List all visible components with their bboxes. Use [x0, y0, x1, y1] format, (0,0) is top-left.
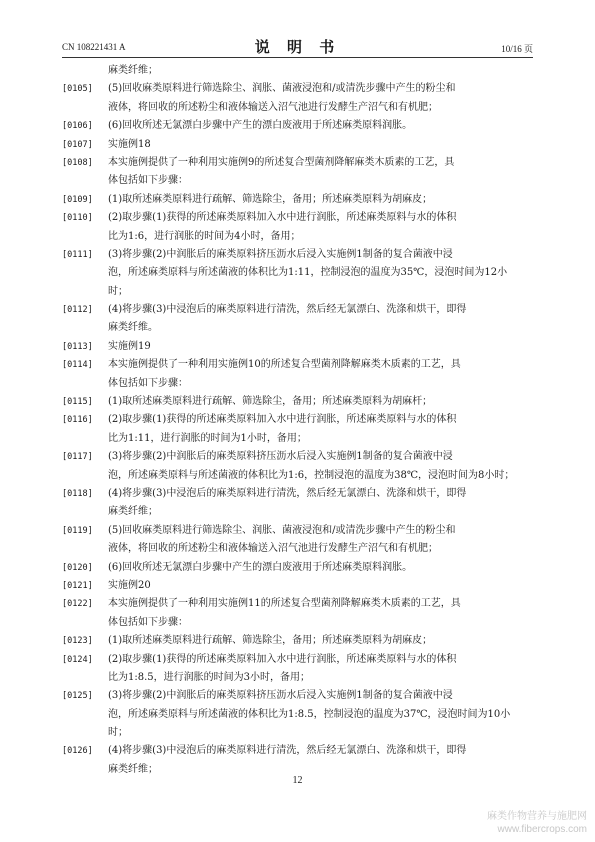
text-line [62, 724, 533, 742]
line-text: 本实施例提供了一种利用实施例10的所述复合型菌剂降解麻类木质素的工艺，具 [108, 359, 461, 371]
line-text: 泡，所述麻类原料与所述菌液的体积比为1:11，控制浸泡的温度为35℃，浸泡时间为12小 [108, 267, 508, 279]
watermark [487, 810, 587, 836]
line-text: 麻类纤维； [108, 763, 158, 775]
text-line [62, 411, 533, 429]
text-line [62, 706, 533, 724]
text-line [62, 448, 533, 466]
line-text: (5)回收麻类原料进行筛选除尘、润胀、菌液浸泡和/或清洗步骤中产生的粉尘和 [108, 83, 456, 95]
text-line [62, 503, 533, 521]
line-text: 体包括如下步骤： [108, 616, 188, 628]
paragraph-number: [0118] [62, 488, 93, 499]
paragraph-number: [0105] [62, 84, 93, 95]
page-header [62, 36, 533, 56]
text-line [62, 338, 533, 356]
line-text: 泡，所述麻类原料与所述菌液的体积比为1:6，控制浸泡的温度为38℃，浸泡时间为8小时； [108, 469, 515, 481]
line-text: (1)取所述麻类原料进行疏解、筛选除尘，备用；所述麻类原料为胡麻杆； [108, 396, 433, 408]
text-line [62, 614, 533, 632]
line-text: (5)回收麻类原料进行筛选除尘、润胀、菌液浸泡和/或清洗步骤中产生的粉尘和 [108, 524, 456, 536]
paragraph-number: [0123] [62, 636, 93, 647]
text-line [62, 264, 533, 282]
line-text: 麻类纤维； [108, 65, 158, 76]
paragraph-number: [0125] [62, 691, 93, 702]
text-line [62, 651, 533, 669]
line-text: (3)将步骤(2)中润胀后的麻类原料挤压沥水后浸入实施例1制备的复合菌液中浸 [108, 690, 453, 702]
line-text: 麻类纤维。 [108, 322, 158, 334]
line-text: 实施例18 [108, 138, 151, 150]
text-line [62, 485, 533, 503]
document-title: 说 明 书 [254, 38, 341, 56]
text-line [62, 191, 533, 209]
line-text: (6)回收所述无氯漂白步骤中产生的漂白废液用于所述麻类原料润胀。 [108, 561, 413, 573]
header-divider [62, 57, 533, 58]
line-text: 比为1:8.5，进行润胀的时间为3小时，备用； [108, 671, 310, 683]
text-line [62, 540, 533, 558]
line-text: 实施例19 [108, 340, 151, 352]
text-line [62, 559, 533, 577]
paragraph-number: [0108] [62, 157, 93, 168]
paragraph-number: [0106] [62, 121, 93, 132]
line-text: 本实施例提供了一种利用实施例11的所述复合型菌剂降解麻类木质素的工艺，具 [108, 598, 461, 610]
line-text: (4)将步骤(3)中浸泡后的麻类原料进行清洗，然后经无氯漂白、洗涤和烘干，即得 [108, 487, 467, 499]
line-text: 时； [108, 285, 128, 297]
text-line [62, 283, 533, 301]
line-text: 麻类纤维； [108, 506, 158, 518]
paragraph-number: [0112] [62, 305, 93, 316]
text-line [62, 172, 533, 190]
text-line [62, 80, 533, 98]
line-text: (2)取步骤(1)获得的所述麻类原料加入水中进行润胀，所述麻类原料与水的体积 [108, 414, 457, 426]
text-line [62, 228, 533, 246]
text-line [62, 356, 533, 374]
line-text: (1)取所述麻类原料进行疏解、筛选除尘，备用；所述麻类原料为胡麻皮； [108, 635, 433, 647]
publication-number: CN 108221431 A [62, 42, 126, 52]
line-text: 液体，将回收的所述粉尘和液体输送入沼气池进行发酵生产沼气和有机肥； [108, 101, 438, 113]
paragraph-number: [0126] [62, 746, 93, 757]
paragraph-number: [0115] [62, 397, 93, 408]
text-line [62, 393, 533, 411]
text-line [62, 467, 533, 485]
text-line [62, 319, 533, 337]
line-text: (2)取步骤(1)获得的所述麻类原料加入水中进行润胀，所述麻类原料与水的体积 [108, 653, 457, 665]
line-text: 本实施例提供了一种利用实施例9的所述复合型菌剂降解麻类木质素的工艺，具 [108, 156, 455, 168]
text-line [62, 154, 533, 172]
paragraph-number: [0107] [62, 139, 93, 150]
text-line [62, 136, 533, 154]
paragraph-number: [0114] [62, 360, 93, 371]
watermark-url: www.fibercrops.com [497, 824, 587, 835]
line-text: 液体，将回收的所述粉尘和液体输送入沼气池进行发酵生产沼气和有机肥； [108, 543, 438, 555]
document-body [62, 62, 533, 779]
text-line [62, 246, 533, 264]
text-line [62, 687, 533, 705]
line-text: 泡，所述麻类原料与所述菌液的体积比为1:8.5，控制浸泡的温度为37℃，浸泡时间为10小 [108, 708, 511, 720]
text-line [62, 595, 533, 613]
paragraph-number: [0109] [62, 194, 93, 205]
line-text: (2)取步骤(1)获得的所述麻类原料加入水中进行润胀，所述麻类原料与水的体积 [108, 212, 457, 224]
line-text: 实施例20 [108, 579, 151, 591]
line-text: (1)取所述麻类原料进行疏解、筛选除尘，备用；所述麻类原料为胡麻皮； [108, 193, 433, 205]
paragraph-number: [0111] [62, 249, 93, 260]
text-line [62, 669, 533, 687]
line-text: 比为1:11，进行润胀的时间为1小时，备用； [108, 432, 307, 444]
paragraph-number: [0122] [62, 599, 93, 610]
text-line [62, 209, 533, 227]
paragraph-number: [0117] [62, 452, 93, 463]
paragraph-number: [0116] [62, 415, 93, 426]
text-line [62, 430, 533, 448]
page-number: 12 [292, 775, 303, 786]
line-text: (3)将步骤(2)中润胀后的麻类原料挤压沥水后浸入实施例1制备的复合菌液中浸 [108, 248, 453, 260]
text-line [62, 99, 533, 117]
text-line [62, 117, 533, 135]
line-text: 体包括如下步骤： [108, 377, 188, 389]
paragraph-number: [0120] [62, 562, 93, 573]
paragraph-number: [0110] [62, 213, 93, 224]
paragraph-number: [0119] [62, 525, 93, 536]
text-line [62, 301, 533, 319]
line-text: (3)将步骤(2)中润胀后的麻类原料挤压沥水后浸入实施例1制备的复合菌液中浸 [108, 451, 453, 463]
text-line [62, 742, 533, 760]
line-text: 比为1:6，进行润胀的时间为4小时，备用； [108, 230, 301, 242]
page-counter: 10/16 页 [501, 44, 533, 54]
text-line [62, 577, 533, 595]
text-line [62, 62, 533, 80]
text-line [62, 375, 533, 393]
text-line [62, 522, 533, 540]
line-text: (4)将步骤(3)中浸泡后的麻类原料进行清洗，然后经无氯漂白、洗涤和烘干，即得 [108, 304, 467, 316]
paragraph-number: [0121] [62, 580, 93, 591]
line-text: 体包括如下步骤： [108, 175, 188, 187]
paragraph-number: [0113] [62, 341, 93, 352]
paragraph-number: [0124] [62, 654, 93, 665]
line-text: 时； [108, 727, 128, 739]
text-line [62, 632, 533, 650]
watermark-title: 麻类作物营养与施肥网 [487, 811, 587, 822]
line-text: (4)将步骤(3)中浸泡后的麻类原料进行清洗，然后经无氯漂白、洗涤和烘干，即得 [108, 745, 467, 757]
line-text: (6)回收所述无氯漂白步骤中产生的漂白废液用于所述麻类原料润胀。 [108, 120, 413, 132]
